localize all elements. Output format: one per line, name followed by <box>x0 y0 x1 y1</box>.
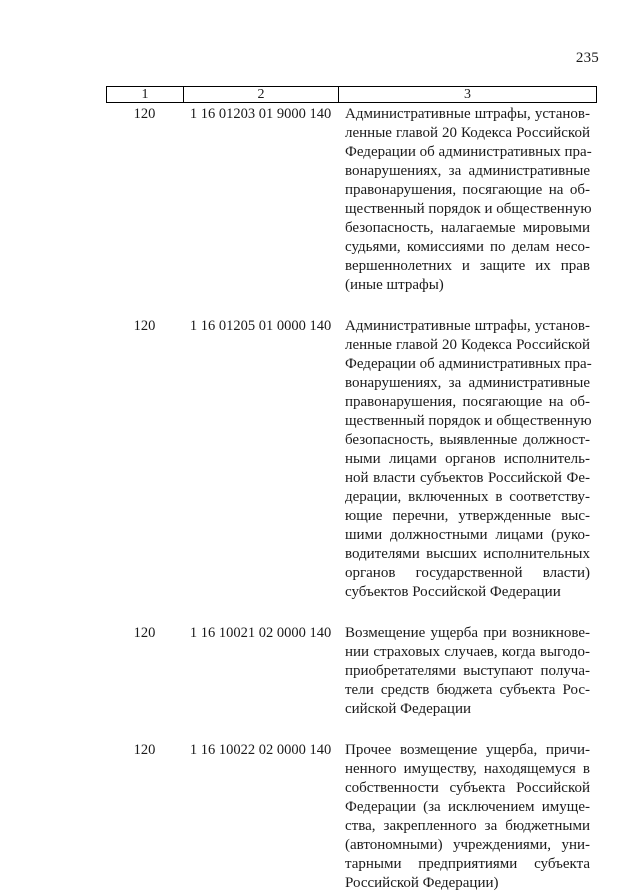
description-line: щественный порядок и общественную <box>345 201 592 217</box>
description-line: безопасность, выявленные должност- <box>345 432 590 448</box>
description-line: Федерации об административных пра- <box>345 144 592 160</box>
description-line: приобретателями выступают получа- <box>345 663 590 679</box>
row-budget-code: 1 16 01203 01 9000 140 <box>189 106 332 122</box>
description-line: собственности субъекта Российской <box>345 780 590 796</box>
description-line: сийской Федерации <box>345 701 472 717</box>
description-line: шими должностными лицами (руко- <box>345 527 590 543</box>
description-line: Федерации об административных пра- <box>345 356 592 372</box>
description-line: Прочее возмещение ущерба, причи- <box>345 742 590 758</box>
table-body <box>106 105 597 893</box>
description-line: дерации, включенных в соответству- <box>345 489 590 505</box>
description-line: Административные штрафы, установ- <box>345 318 590 334</box>
description-line: вонарушениях, за административные <box>345 375 590 391</box>
description-line: вершеннолетних и защите их прав <box>345 258 590 274</box>
row-description <box>345 317 590 602</box>
description-line: судьями, комиссиями по делам несо- <box>345 239 590 255</box>
description-line: Возмещение ущерба при возникнове- <box>345 625 590 641</box>
description-line: (автономными) учреждениями, уни- <box>345 837 590 853</box>
description-line: тели средств бюджета субъекта Рос- <box>345 682 590 698</box>
description-line: Административные штрафы, установ- <box>345 106 590 122</box>
table-header-row <box>106 86 597 103</box>
table-row <box>106 105 597 295</box>
description-line: правонарушения, посягающие на об- <box>345 182 590 198</box>
description-line: органов государственной власти) <box>345 565 590 581</box>
description-line: ющие перечни, утвержденные выс- <box>345 508 590 524</box>
description-line: субъектов Российской Федерации <box>345 584 561 600</box>
description-line: Федерации (за исключением имуще- <box>345 799 590 815</box>
description-line: вонарушениях, за административные <box>345 163 590 179</box>
description-line: нии страховых случаев, когда выгодо- <box>345 644 590 660</box>
row-description <box>345 624 590 719</box>
header-col-1: 1 <box>106 87 183 102</box>
row-description <box>345 105 590 295</box>
row-budget-code: 1 16 10022 02 0000 140 <box>189 742 332 758</box>
description-line: (иные штрафы) <box>345 277 444 293</box>
row-budget-code: 1 16 10021 02 0000 140 <box>189 625 332 641</box>
row-description <box>345 741 590 893</box>
description-line: безопасность, налагаемые мировыми <box>345 220 590 236</box>
description-line: Российской Федерации) <box>345 875 499 891</box>
row-code: 120 <box>133 742 156 758</box>
description-line: ненного имуществу, находящемуся в <box>345 761 590 777</box>
row-code: 120 <box>133 318 156 334</box>
description-line: тарными предприятиями субъекта <box>345 856 590 872</box>
row-code: 120 <box>133 106 156 122</box>
row-code: 120 <box>133 625 156 641</box>
table-row <box>106 624 597 719</box>
header-col-3: 3 <box>338 87 597 102</box>
description-line: ной власти субъектов Российской Фе- <box>345 470 590 486</box>
table-row <box>106 317 597 602</box>
description-line: ства, закрепленного за бюджетными <box>345 818 590 834</box>
row-budget-code: 1 16 01205 01 0000 140 <box>189 318 332 334</box>
table-row <box>106 741 597 893</box>
description-line: ленные главой 20 Кодекса Российской <box>345 337 590 353</box>
description-line: правонарушения, посягающие на об- <box>345 394 590 410</box>
description-line: щественный порядок и общественную <box>345 413 592 429</box>
description-line: ленные главой 20 Кодекса Российской <box>345 125 590 141</box>
header-col-2: 2 <box>183 87 338 102</box>
description-line: ными лицами органов исполнитель- <box>345 451 590 467</box>
page-number: 235 <box>575 50 599 66</box>
description-line: водителями высших исполнительных <box>345 546 590 562</box>
